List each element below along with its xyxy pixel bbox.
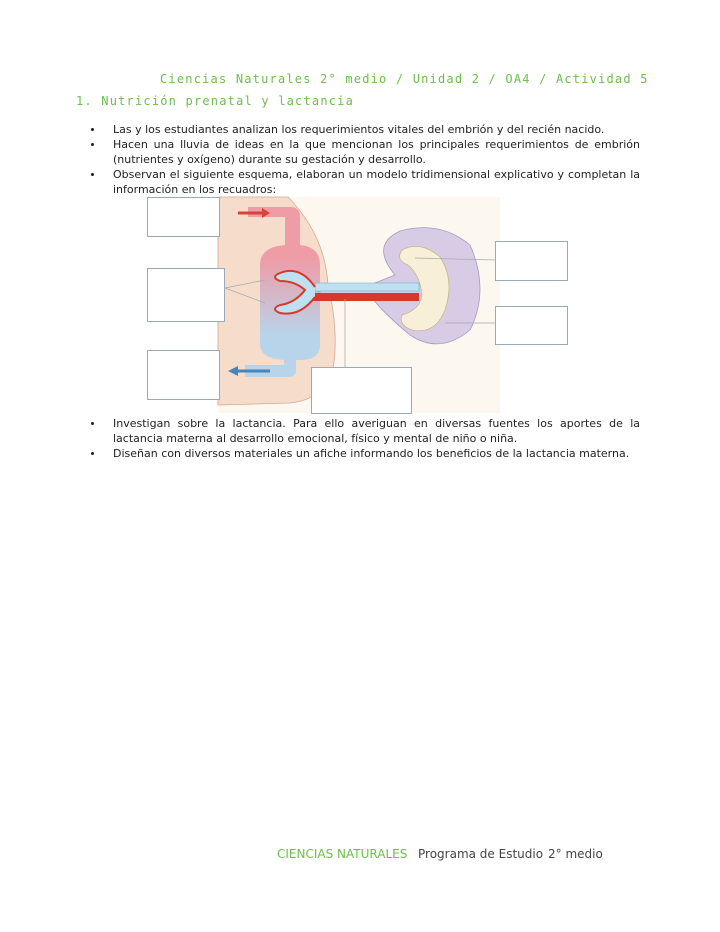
bullet-list-bottom [83,416,640,461]
list-item: Diseñan con diversos materiales un afiche informando los beneficios de la lactancia materna. [83,446,640,461]
umbilical-vein [315,283,419,291]
footer-grade: 2° medio [548,847,603,861]
page-header-title: Ciencias Naturales 2° medio / Unidad 2 / OA4 / Actividad 5 [160,72,649,86]
list-item: Las y los estudiantes analizan los requerimientos vitales del embrión y del recién nacido. [83,122,640,137]
answer-box-umbilical-cord[interactable] [311,367,412,414]
answer-box-amniotic[interactable] [495,306,568,345]
list-item: Observan el siguiente esquema, elaboran un modelo tridimensional explicativo y completan la información en los recuadros: [83,167,640,197]
list-item: Investigan sobre la lactancia. Para ello averiguan en diversas fuentes los aportes de la lactancia materna al desarrollo emocional, físico y mental de niño o niña. [83,416,640,446]
umbilical-artery [312,293,419,301]
answer-box-maternal-vein[interactable] [147,350,220,400]
answer-box-villi[interactable] [147,268,225,322]
list-item: Hacen una lluvia de ideas en la que mencionan los principales requerimientos de embrión (nutrientes y oxígeno) durante su gestación y desarrollo. [83,137,640,167]
bullet-list-top [83,122,640,197]
section-title: 1. Nutrición prenatal y lactancia [76,94,355,108]
answer-box-maternal-artery[interactable] [147,197,220,237]
footer-subject: CIENCIAS NATURALES [277,847,408,861]
answer-box-embryo[interactable] [495,241,568,281]
footer-program: Programa de Estudio [418,847,544,861]
